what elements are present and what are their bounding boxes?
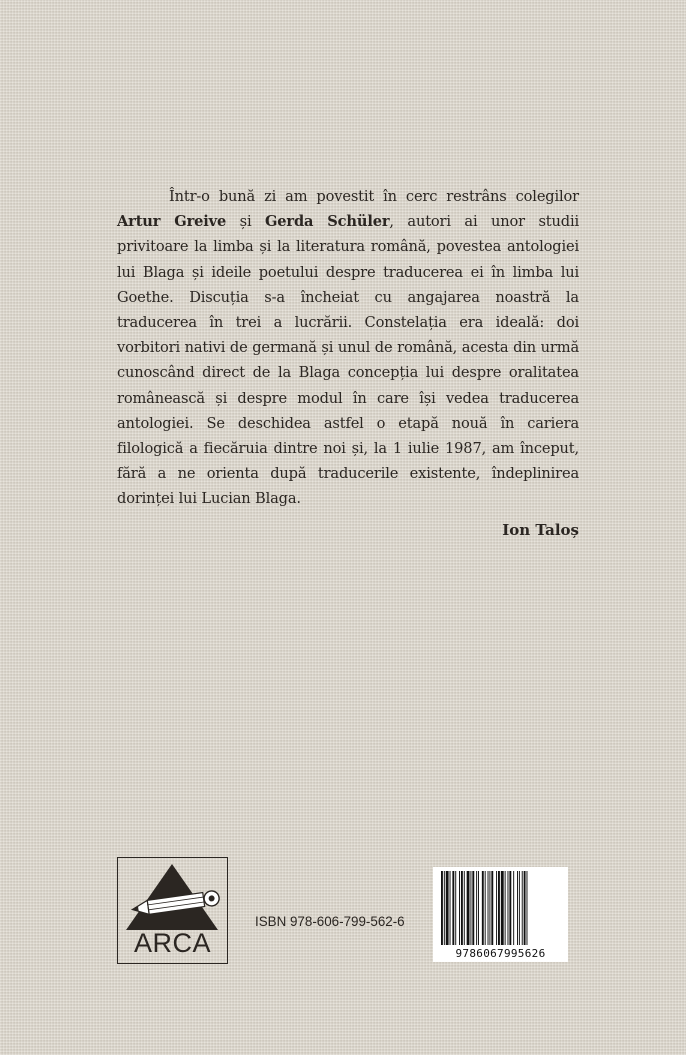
blurb-body: , autori ai unor studii privitoare la limba și la literatura română, povestea antologiei lui Blaga și ideile poetului despre traducerea ei în limba lui Goethe. Discuția s-a încheiat cu angajarea noastră la traducerea în trei a lucrării. Constelația era ideală: doi vorbitori nativi de germană și unul de română, acesta din urmă cunoscând direct de la Blaga concepția lui despre oralitatea românească și despre modul în care își vedea traducerea antologiei. Se deschidea astfel o etapă nouă în cariera filologică a fiecăruia dintre noi și, la 1 iulie 1987, am început, fără a ne orienta după traducerile existente, îndeplinirea dorinței lui Lucian Blaga. — [117, 213, 579, 508]
barcode-bar — [498, 871, 500, 945]
barcode-bar — [472, 871, 474, 945]
barcode — [433, 867, 568, 962]
barcode-bar — [485, 871, 486, 945]
barcode-bar — [450, 871, 451, 945]
blurb-paragraph — [117, 184, 579, 512]
barcode-bar — [464, 871, 465, 945]
barcode-bar — [478, 871, 479, 945]
barcode-bar — [505, 871, 506, 945]
barcode-bar — [441, 871, 443, 945]
barcode-bar — [524, 871, 526, 945]
barcode-bar — [517, 871, 518, 945]
barcode-bar — [491, 871, 493, 945]
blurb-text — [117, 184, 579, 512]
author-name-artur-greive: Artur Greive — [117, 213, 227, 231]
barcode-bar — [452, 871, 454, 945]
barcode-bar — [461, 871, 463, 945]
barcode-bar — [519, 871, 520, 945]
barcode-bar — [476, 871, 477, 945]
barcode-bar — [444, 871, 445, 945]
barcode-icon — [433, 867, 568, 947]
author-name-gerda-schuler: Gerda Schüler — [264, 213, 390, 231]
barcode-number: 9786067995626 — [455, 947, 546, 960]
isbn-label: ISBN 978-606-799-562-6 — [255, 914, 405, 929]
publisher-logo — [117, 857, 228, 964]
barcode-bar — [527, 871, 528, 945]
barcode-bar — [488, 871, 489, 945]
barcode-bar — [489, 871, 490, 945]
barcode-bar — [522, 871, 523, 945]
barcode-bar — [513, 871, 514, 945]
barcode-bar — [446, 871, 449, 945]
barcode-bar — [470, 871, 471, 945]
blurb-intro: Într-o bună zi am povestit în cerc restrâns colegilor — [169, 188, 579, 205]
publisher-name: ARCA — [133, 928, 211, 958]
barcode-bar — [467, 871, 470, 945]
barcode-bar — [482, 871, 484, 945]
signature: Ion Taloș — [502, 521, 579, 539]
barcode-bar — [455, 871, 456, 945]
barcode-bar — [496, 871, 497, 945]
barcode-bar — [509, 871, 511, 945]
barcode-bar — [459, 871, 460, 945]
barcode-bar — [508, 871, 509, 945]
barcode-bar — [501, 871, 504, 945]
blurb-conjunction: și — [226, 213, 265, 231]
